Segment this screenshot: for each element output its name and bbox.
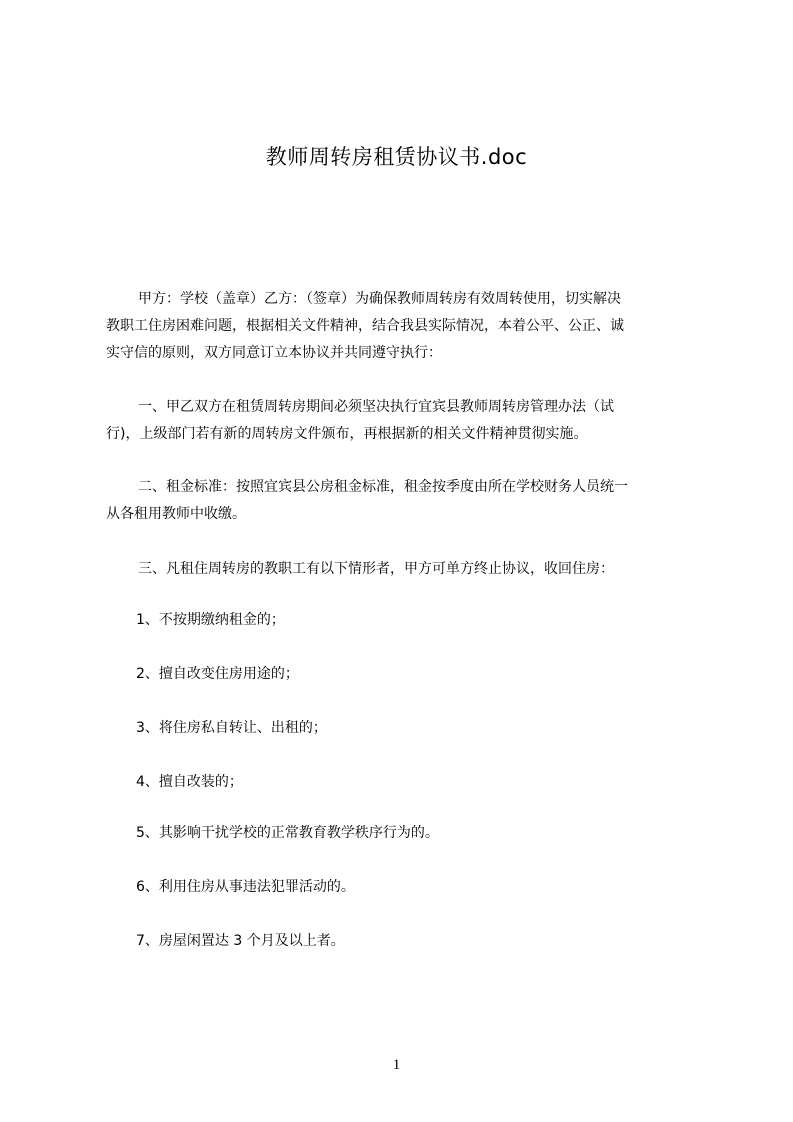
- intro-line: 甲方：学校（盖章）乙方：（签章）为确保教师周转房有效周转使用，切实解决: [138, 291, 621, 307]
- list-item: 5、其影响干扰学校的正常教育教学秩序行为的。: [136, 825, 439, 841]
- intro-line: 实守信的原则，双方同意订立本协议并共同遵守执行：: [106, 345, 442, 361]
- clause-1-paragraph: [106, 394, 706, 448]
- list-item: 4、擅自改装的；: [136, 774, 243, 790]
- list-item: 7、房屋闲置达 3 个月及以上者。: [136, 933, 345, 949]
- clause-2-line: 二、租金标准：按照宜宾县公房租金标准，租金按季度由所在学校财务人员统一: [138, 479, 628, 495]
- list-item: 3、将住房私自转让、出租的；: [136, 720, 327, 736]
- clause-2-paragraph: [106, 474, 706, 528]
- document-title: 教师周转房租赁协议书.doc: [265, 145, 528, 169]
- clause-2-line: 从各租用教师中收缴。: [106, 506, 246, 522]
- intro-line: 教职工住房困难问题，根据相关文件精神，结合我县实际情况，本着公平、公正、诚: [106, 318, 624, 334]
- list-item: 2、擅自改变住房用途的；: [136, 666, 299, 682]
- clause-1-line: 一、甲乙双方在租赁周转房期间必须坚决执行宜宾县教师周转房管理办法（试: [138, 399, 614, 415]
- page-number: 1: [392, 1057, 401, 1073]
- list-item: 6、利用住房从事违法犯罪活动的。: [136, 879, 355, 895]
- intro-paragraph: [106, 286, 706, 367]
- list-item: 1、不按期缴纳租金的；: [136, 612, 285, 628]
- clause-3-line: 三、凡租住周转房的教职工有以下情形者，甲方可单方终止协议，收回住房：: [138, 561, 614, 577]
- clause-3-paragraph: [106, 556, 706, 583]
- clause-1-line: 行)，上级部门若有新的周转房文件颁布，再根据新的相关文件精神贯彻实施。: [106, 426, 588, 442]
